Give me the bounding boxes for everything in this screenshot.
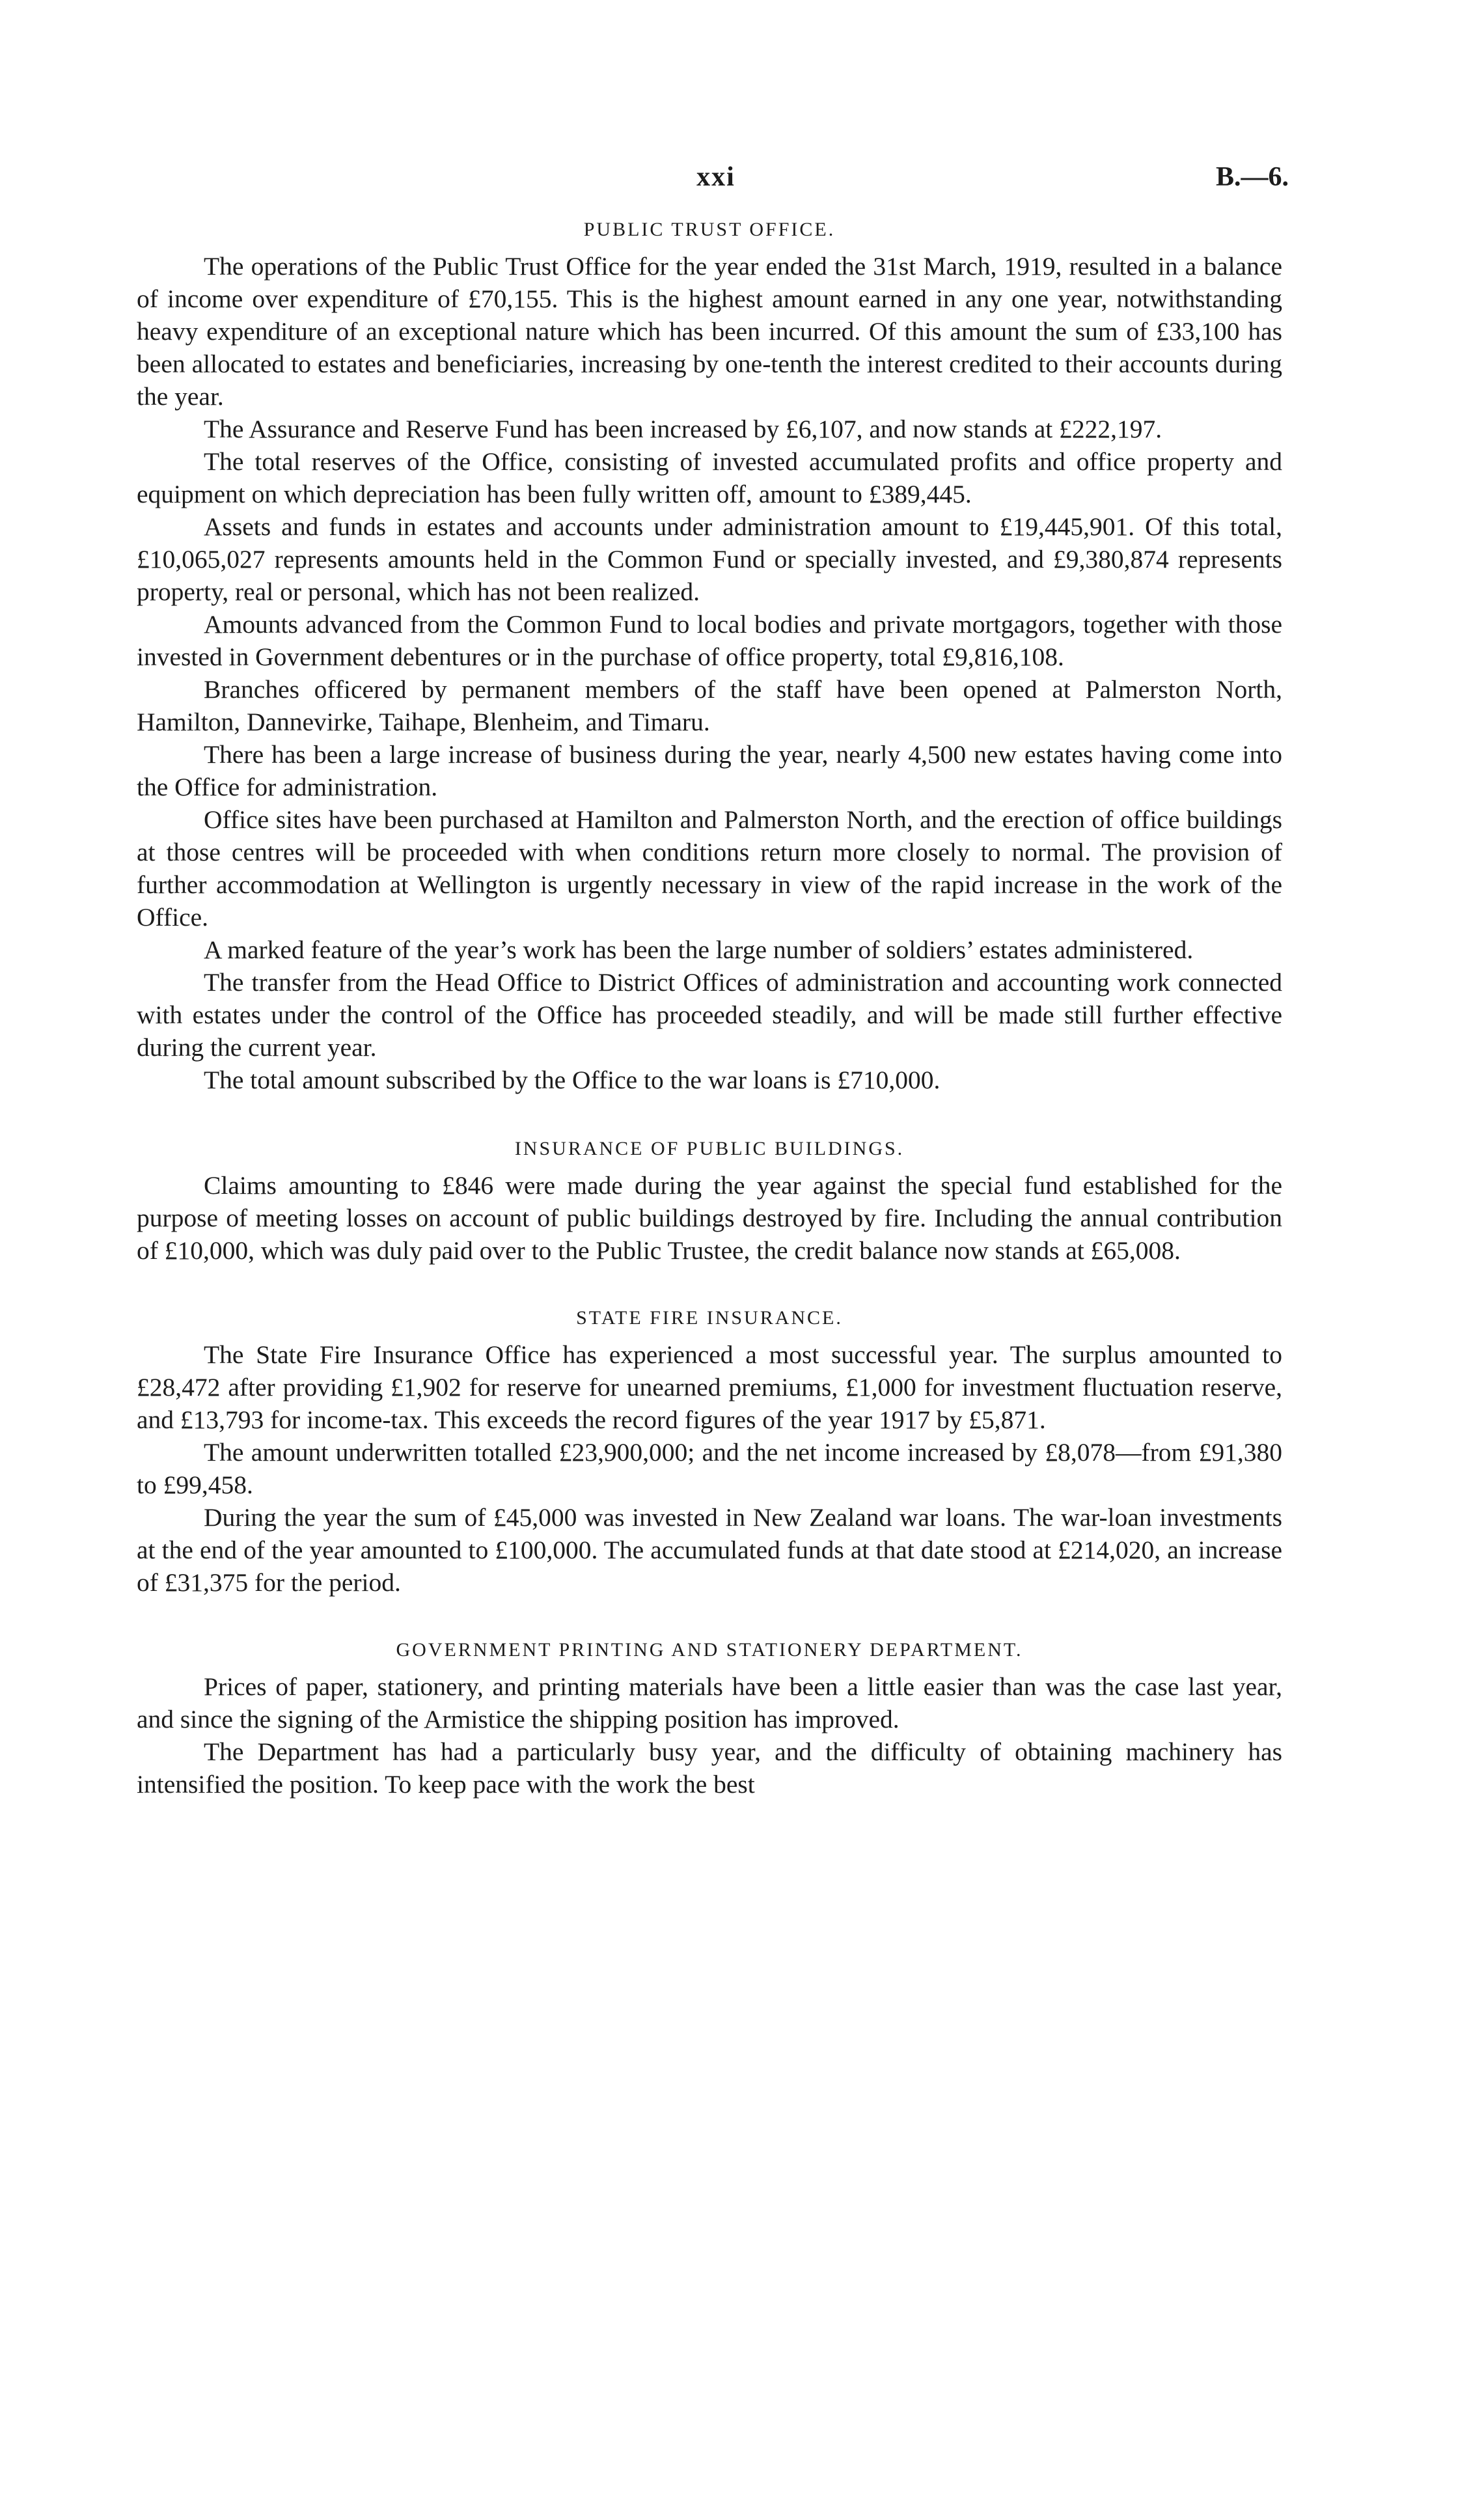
paragraph: Claims amounting to £846 were made during the year against the special fund established for the purpose of meeting losses on account of public buildings destroyed by fire. Including the annual contribution of £10,000, which was duly paid over to the Public Trustee, the credit balance now stands at £65,008. <box>137 1171 1282 1265</box>
document-body <box>137 219 1282 1841</box>
paragraph: The total reserves of the Office, consisting of invested accumulated profits and office property and equipment on which depreciation has been fully written off, amount to £389,445. <box>137 447 1282 508</box>
paragraph: The State Fire Insurance Office has experienced a most successful year. The surplus amounted to £28,472 after providing £1,902 for reserve for unearned premiums, £1,000 for investment fluctuation reserve, and £13,793 for income-tax. This exceeds the record figures of the year 1917 by £5,871. <box>137 1340 1282 1434</box>
paragraph: Prices of paper, stationery, and printing materials have been a little easier than was the case last year, and since the signing of the Armistice the shipping position has improved. <box>137 1672 1282 1733</box>
paragraph: The operations of the Public Trust Office for the year ended the 31st March, 1919, resulted in a balance of income over expenditure of £70,155. This is the highest amount earned in any one year, notwithstanding heavy expenditure of an exceptional nature which has been incurred. Of this amount the sum of £33,100 has been allocated to estates and beneficiaries, increasing by one-tenth the interest credited to their accounts during the year. <box>137 252 1282 411</box>
paragraph: Assets and funds in estates and accounts under administration amount to £19,445,901. Of this total, £10,065,027 represents amounts held in the Common Fund or specially invested, and £9,380,874 represents property, real or personal, which has not been realized. <box>137 512 1282 606</box>
section-public-trust-office <box>137 219 1282 1096</box>
section-heading: PUBLIC TRUST OFFICE. <box>583 219 836 240</box>
paragraph: The Assurance and Reserve Fund has been increased by £6,107, and now stands at £222,197. <box>204 415 1162 443</box>
paragraph: Office sites have been purchased at Hamilton and Palmerston North, and the erection of office buildings at those centres will be proceeded with when conditions return more closely to normal. The provision of further accommodation at Wellington is urgently necessary in view of the rapid increase in the work of the Office. <box>137 805 1282 932</box>
section-heading: INSURANCE OF PUBLIC BUILDINGS. <box>514 1138 905 1159</box>
page-number: xxi <box>696 162 735 192</box>
section-heading: GOVERNMENT PRINTING AND STATIONERY DEPARTMENT. <box>396 1639 1023 1661</box>
section-government-printing <box>137 1639 1282 1801</box>
paragraph: Branches officered by permanent members of the staff have been opened at Palmerston North, Hamilton, Dannevirke, Taihape, Blenheim, and Timaru. <box>137 675 1282 736</box>
paragraph: The Department has had a particularly busy year, and the difficulty of obtaining machinery has intensified the position. To keep pace with the work the best <box>137 1737 1282 1799</box>
paragraph: There has been a large increase of business during the year, nearly 4,500 new estates having come into the Office for administration. <box>137 740 1282 801</box>
paper-reference: B.—6. <box>1215 162 1289 192</box>
paragraph: The amount underwritten totalled £23,900,000; and the net income increased by £8,078—from £91,380 to £99,458. <box>137 1438 1282 1499</box>
paragraph: The total amount subscribed by the Office to the war loans is £710,000. <box>204 1066 941 1094</box>
paragraph: The transfer from the Head Office to District Offices of administration and accounting work connected with estates under the control of the Office has proceeded steadily, and will be made still further effective during the current year. <box>137 968 1282 1062</box>
paragraph: Amounts advanced from the Common Fund to local bodies and private mortgagors, together with those invested in Government debentures or in the purchase of office property, total £9,816,108. <box>137 610 1282 671</box>
paragraph: During the year the sum of £45,000 was invested in New Zealand war loans. The war-loan investments at the end of the year amounted to £100,000. The accumulated funds at that date stood at £214,020, an increase of £31,375 for the period. <box>137 1503 1282 1597</box>
page-header <box>0 161 1484 214</box>
section-state-fire-insurance <box>137 1307 1282 1599</box>
section-insurance-of-public-buildings <box>137 1138 1282 1267</box>
paragraph: A marked feature of the year’s work has been the large number of soldiers’ estates administered. <box>204 935 1194 964</box>
section-heading: STATE FIRE INSURANCE. <box>576 1307 843 1329</box>
